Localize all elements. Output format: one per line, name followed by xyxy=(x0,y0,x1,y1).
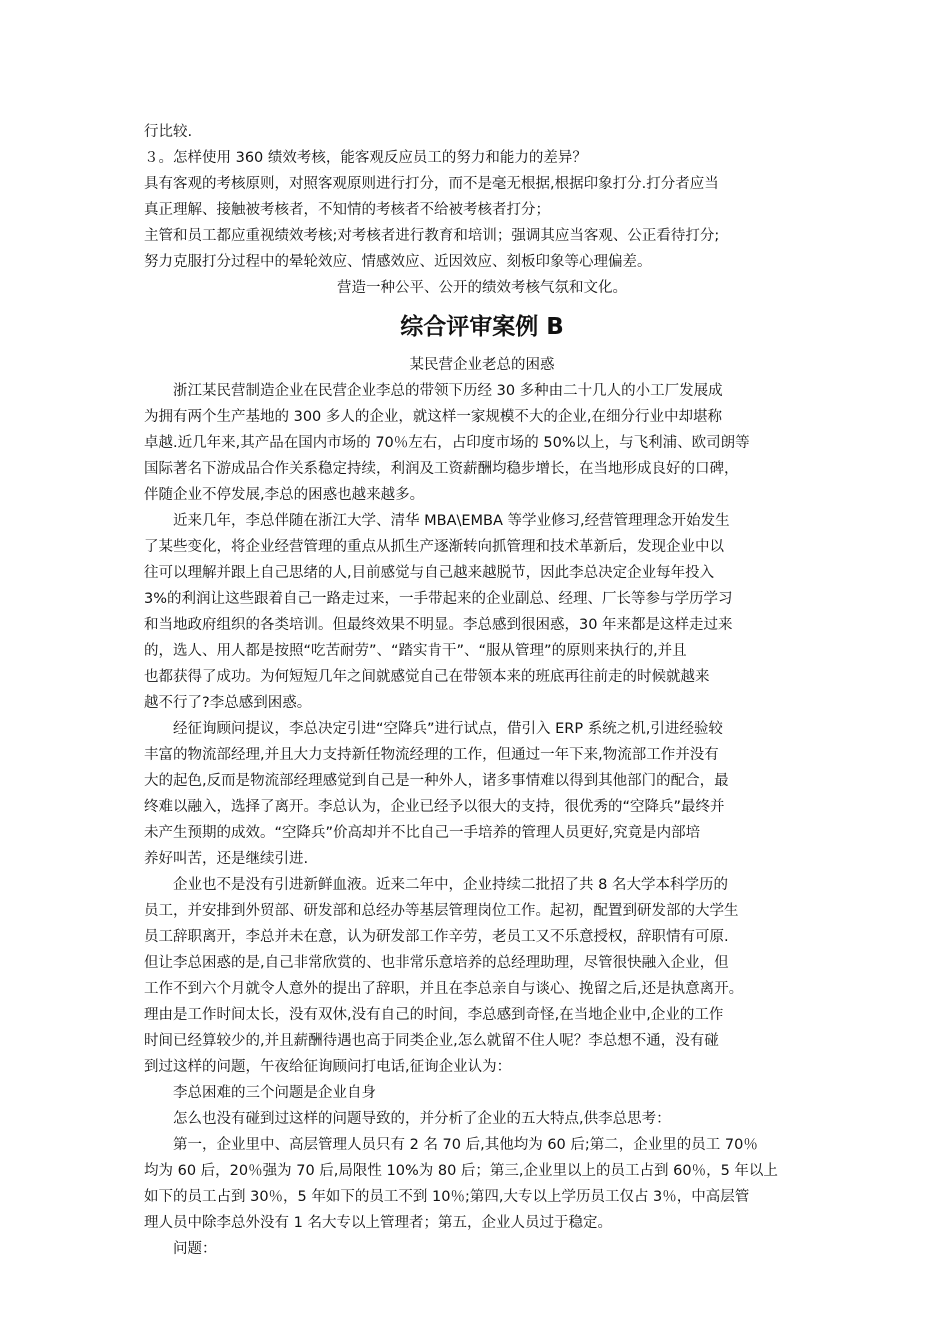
paragraph-line: 和当地政府组织的各类培训。但最终效果不明显。李总感到很困惑，30 年来都是这样走过来 xyxy=(144,617,733,633)
paragraph-line: 员工，并安排到外贸部、研发部和总经办等基层管理岗位工作。起初，配置到研发部的大学生 xyxy=(144,903,739,919)
paragraph-line: 经征询顾问提议，李总决定引进“空降兵”进行试点，借引入 ERP 系统之机,引进经验较 xyxy=(173,721,723,737)
paragraph-line: 养好叫苦，还是继续引进. xyxy=(144,851,309,867)
paragraph-3 xyxy=(144,716,820,872)
paragraph-line: 理由是工作时间太长，没有双休,没有自己的时间，李总感到奇怪,在当地企业中,企业的工作 xyxy=(144,1007,724,1023)
paragraph-line: 终难以融入，选择了离开。李总认为，企业已经予以很大的支持，很优秀的“空降兵”最终并 xyxy=(144,799,725,815)
text-line: 具有客观的考核原则，对照客观原则进行打分，而不是毫无根据,根据印象打分.打分者应当 xyxy=(144,176,719,192)
paragraph-line: 未产生预期的成效。“空降兵”价高却并不比自己一手培养的管理人员更好,究竟是内部培 xyxy=(144,825,701,841)
paragraph-line: 员工辞职离开，李总并未在意，认为研发部工作辛劳，老员工又不乐意授权，辞职情有可原. xyxy=(144,929,729,945)
paragraph-line: 大的起色,反而是物流部经理感觉到自己是一种外人，诸多事情难以得到其他部门的配合，最 xyxy=(144,773,729,789)
paragraph-line: 伴随企业不停发展,李总的困惑也越来越多。 xyxy=(144,487,425,503)
paragraph-line: 企业也不是没有引进新鲜血液。近来二年中，企业持续二批招了共 8 名大学本科学历的 xyxy=(173,877,728,893)
paragraph-line: 但让李总困惑的是,自己非常欣赏的、也非常乐意培养的总经理助理，尽管很快融入企业，但 xyxy=(144,955,729,971)
paragraph-line: 近来几年，李总伴随在浙江大学、清华 MBA\EMBA 等学业修习,经营管理理念开始发生 xyxy=(173,513,730,529)
paragraph-6 xyxy=(144,1106,820,1132)
paragraph-line: 问题： xyxy=(173,1241,217,1257)
paragraph-8 xyxy=(144,1236,820,1262)
paragraph-line: 国际著名下游成品合作关系稳定持续，利润及工资薪酬均稳步增长，在当地形成良好的口碑， xyxy=(144,461,739,477)
paragraph-line: 工作不到六个月就令人意外的提出了辞职，并且在李总亲自与谈心、挽留之后,还是执意离开。 xyxy=(144,981,744,997)
paragraph-line: 卓越.近几年来,其产品在国内市场的 70％左右，占印度市场的 50%以上，与飞利浦、欧司朗等 xyxy=(144,435,750,451)
paragraph-line: 到过这样的问题，午夜给征询顾问打电话,征询企业认为： xyxy=(144,1059,512,1075)
case-title: 某民营企业老总的困惑 xyxy=(409,357,555,373)
paragraph-line: 浙江某民营制造企业在民营企业李总的带领下历经 30 多种由二十几人的小工厂发展成 xyxy=(173,383,723,399)
text-line: 行比较. xyxy=(144,124,193,140)
paragraph-line: 李总困难的三个问题是企业自身 xyxy=(173,1085,376,1101)
paragraph-line: 理人员中除李总外没有 1 名大专以上管理者；第五，企业人员过于稳定。 xyxy=(144,1215,612,1231)
paragraph-5 xyxy=(144,1080,820,1106)
paragraph-line: 了某些变化，将企业经营管理的重点从抓生产逐渐转向抓管理和技术革新后，发现企业中以 xyxy=(144,539,724,555)
text-line: 真正理解、接触被考核者，不知情的考核者不给被考核者打分； xyxy=(144,202,550,218)
paragraph-2 xyxy=(144,508,820,716)
text-line: ３。怎样使用 360 绩效考核，能客观反应员工的努力和能力的差异？ xyxy=(144,150,587,166)
paragraph-7 xyxy=(144,1132,820,1236)
paragraph-line: 时间已经算较少的,并且薪酬待遇也高于同类企业,怎么就留不住人呢？李总想不通，没有碰 xyxy=(144,1033,719,1049)
text-line: 努力克服打分过程中的晕轮效应、情感效应、近因效应、刻板印象等心理偏差。 xyxy=(144,254,652,270)
document-body xyxy=(144,119,820,1262)
section-heading: 综合评审案例 B xyxy=(400,314,564,340)
paragraph-line: 丰富的物流部经理,并且大力支持新任物流经理的工作，但通过一年下来,物流部工作并没有 xyxy=(144,747,719,763)
paragraph-4 xyxy=(144,872,820,1080)
text-line: 主管和员工都应重视绩效考核;对考核者进行教育和培训；强调其应当客观、公正看待打分; xyxy=(144,228,720,244)
centered-text-line: 营造一种公平、公开的绩效考核气氛和文化。 xyxy=(337,280,627,296)
paragraph-line: 如下的员工占到 30％，5 年如下的员工不到 10％;第四,大专以上学历员工仅占 3％，中高层管 xyxy=(144,1189,750,1205)
paragraph-line: 第一，企业里中、高层管理人员只有 2 名 70 后,其他均为 60 后;第二，企业里的员工 70％ xyxy=(173,1137,758,1153)
paragraph-line: 怎么也没有碰到过这样的问题导致的，并分析了企业的五大特点,供李总思考： xyxy=(173,1111,671,1127)
paragraph-line: 3%的利润让这些跟着自己一路走过来，一手带起来的企业副总、经理、厂长等参与学历学习 xyxy=(144,591,733,607)
paragraph-line: 的，选人、用人都是按照“吃苦耐劳”、“踏实肯干”、“服从管理”的原则来执行的,并且 xyxy=(144,643,687,659)
paragraph-line: 为拥有两个生产基地的 300 多人的企业，就这样一家规模不大的企业,在细分行业中却堪称 xyxy=(144,409,722,425)
paragraph-line: 往可以理解并跟上自己思绪的人,目前感觉与自己越来越脱节，因此李总决定企业每年投入 xyxy=(144,565,715,581)
paragraph-line: 越不行了?李总感到困惑。 xyxy=(144,695,312,711)
paragraph-1 xyxy=(144,378,820,508)
paragraph-line: 均为 60 后，20％强为 70 后,局限性 10%为 80 后；第三,企业里以上的员工占到 60％，5 年以上 xyxy=(144,1163,778,1179)
paragraph-line: 也都获得了成功。为何短短几年之间就感觉自己在带领本来的班底再往前走的时候就越来 xyxy=(144,669,710,685)
